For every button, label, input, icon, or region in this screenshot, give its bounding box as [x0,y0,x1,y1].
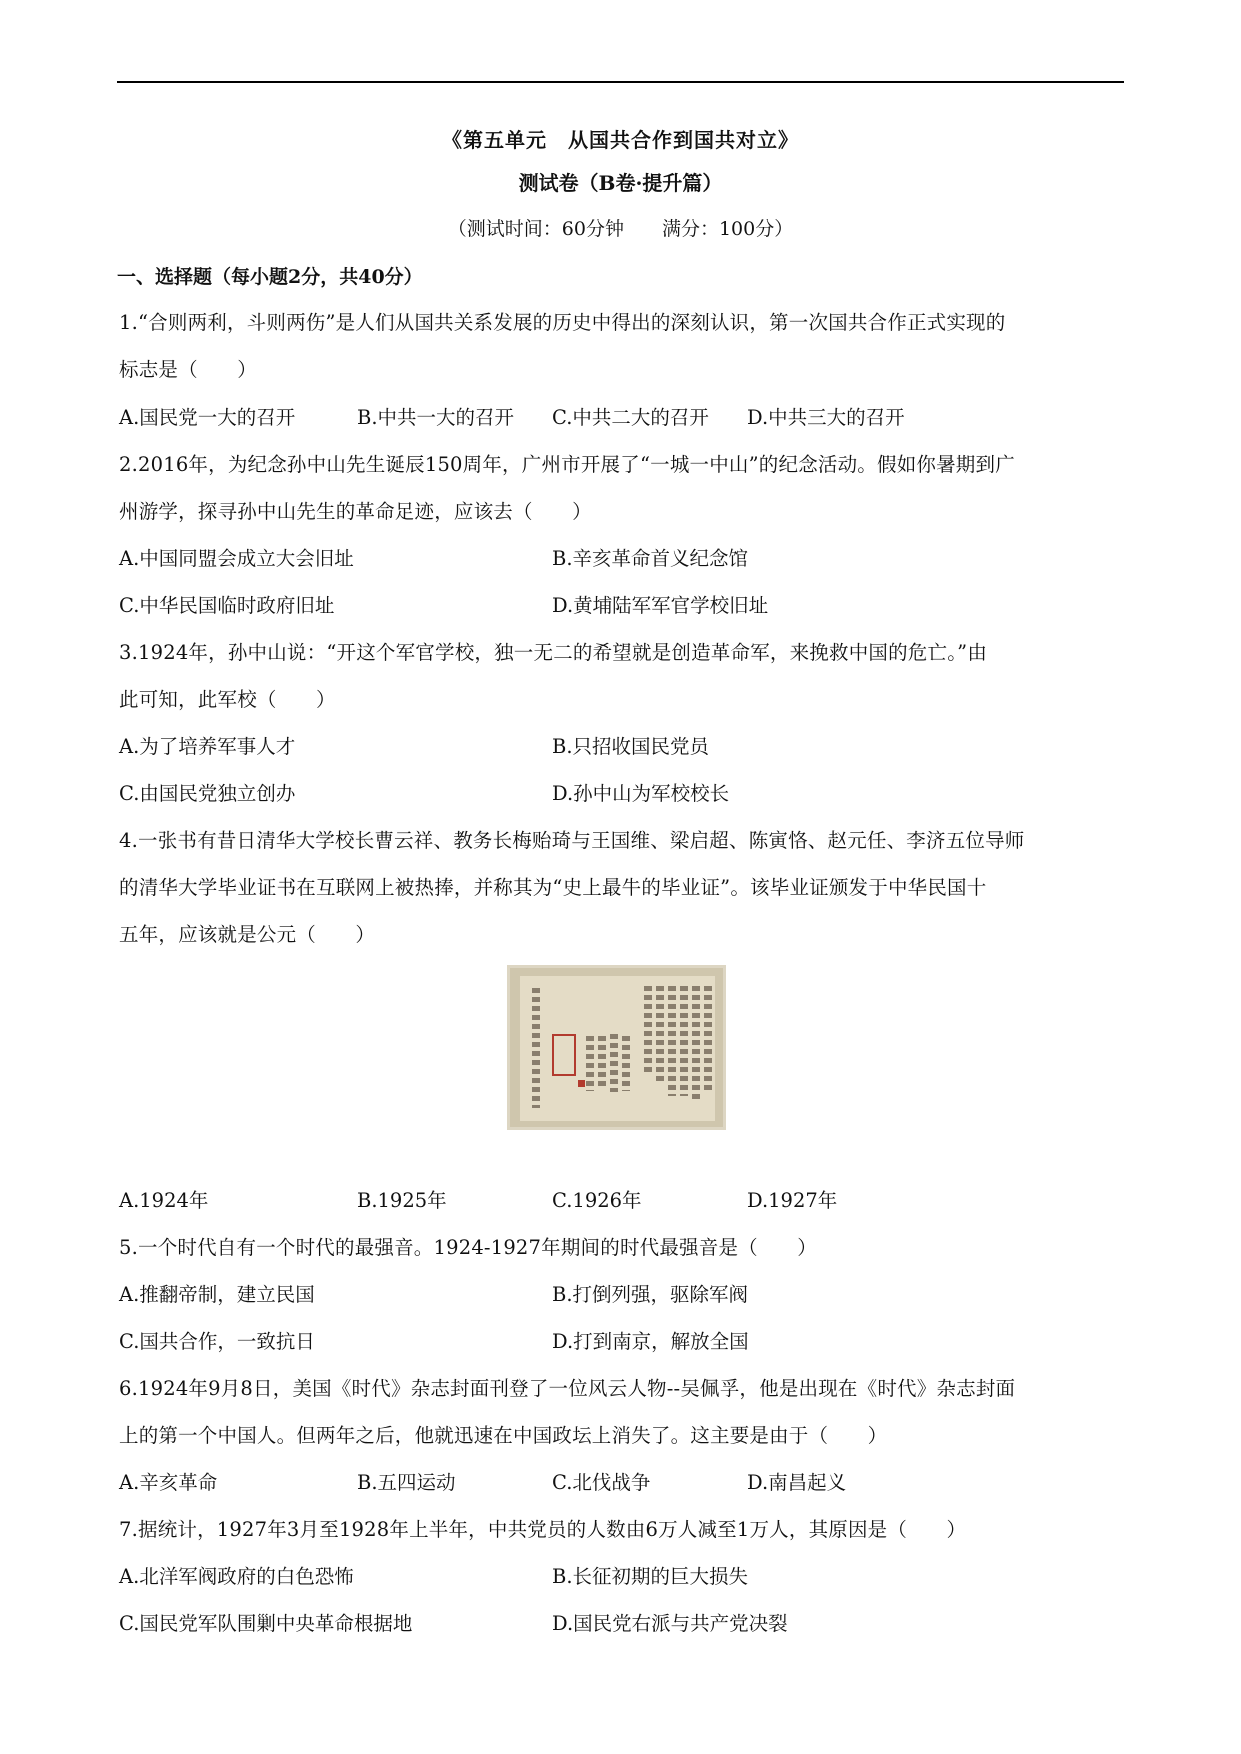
question-text: 5.一个时代自有一个时代的最强音。1924-1927年期间的时代最强音是（ ） [119,1236,817,1259]
red-seal [552,1034,576,1076]
top-rule [117,81,1124,83]
option-c[interactable]: C.中共二大的召开 [552,406,709,429]
question-text: 2.2016年，为纪念孙中山先生诞辰150周年，广州市开展了“一城一中山”的纪念活动。假如你暑期到广 [119,453,1015,476]
option-a[interactable]: A.为了培养军事人才 [119,735,296,758]
test-meta: （测试时间：60分钟 满分：100分） [447,218,794,240]
option-a[interactable]: A.中国同盟会成立大会旧址 [119,547,354,570]
question-text: 6.1924年9月8日，美国《时代》杂志封面刊登了一位风云人物--吴佩孚，他是出现在《时代》杂志封面 [119,1377,1016,1400]
question-text: 上的第一个中国人。但两年之后，他就迅速在中国政坛上消失了。这主要是由于（ ） [119,1424,888,1447]
option-c[interactable]: C.国民党军队围剿中央革命根据地 [119,1612,413,1635]
question-text: 州游学，探寻孙中山先生的革命足迹，应该去（ ） [119,500,592,523]
option-b[interactable]: B.只招收国民党员 [552,735,710,758]
question-text: 1.“合则两利，斗则两伤”是人们从国共关系发展的历史中得出的深刻认识，第一次国共合作正式实现的 [119,311,1006,334]
option-d[interactable]: D.中共三大的召开 [747,406,905,429]
document-subtitle: 测试卷（B卷·提升篇） [518,171,723,195]
option-a[interactable]: A.北洋军阀政府的白色恐怖 [119,1565,354,1588]
question-text: 标志是（ ） [119,358,257,381]
option-d[interactable]: D.打到南京，解放全国 [552,1330,749,1353]
option-c[interactable]: C.1926年 [552,1189,642,1212]
option-a[interactable]: A.推翻帝制，建立民国 [119,1283,315,1306]
option-b[interactable]: B.1925年 [357,1189,447,1212]
question-text: 的清华大学毕业证书在互联网上被热捧，并称其为“史上最牛的毕业证”。该毕业证颁发于中华民国十 [119,876,987,899]
option-a[interactable]: A.辛亥革命 [119,1471,218,1494]
option-b[interactable]: B.辛亥革命首义纪念馆 [552,547,749,570]
section-heading: 一、选择题（每小题2分，共40分） [117,266,423,288]
option-c[interactable]: C.北伐战争 [552,1471,651,1494]
option-b[interactable]: B.五四运动 [357,1471,456,1494]
option-d[interactable]: D.黄埔陆军军官学校旧址 [552,594,769,617]
option-c[interactable]: C.国共合作，一致抗日 [119,1330,315,1353]
question-text: 4.一张书有昔日清华大学校长曹云祥、教务长梅贻琦与王国维、梁启超、陈寅恪、赵元任、李济五位导师 [119,829,1025,852]
diploma-photo [507,965,726,1130]
question-text: 此可知，此军校（ ） [119,688,336,711]
question-text: 五年，应该就是公元（ ） [119,923,376,946]
option-a[interactable]: A.1924年 [119,1189,209,1212]
option-b[interactable]: B.打倒列强，驱除军阀 [552,1283,749,1306]
option-d[interactable]: D.国民党右派与共产党决裂 [552,1612,788,1635]
question-text: 7.据统计，1927年3月至1928年上半年，中共党员的人数由6万人减至1万人，其原因是（ ） [119,1518,967,1541]
option-a[interactable]: A.国民党一大的召开 [119,406,296,429]
option-c[interactable]: C.中华民国临时政府旧址 [119,594,335,617]
option-d[interactable]: D.南昌起义 [747,1471,847,1494]
question-text: 3.1924年，孙中山说：“开这个军官学校，独一无二的希望就是创造革命军，来挽救中国的危亡。”由 [119,641,988,664]
option-b[interactable]: B.中共一大的召开 [357,406,515,429]
option-b[interactable]: B.长征初期的巨大损失 [552,1565,749,1588]
option-c[interactable]: C.由国民党独立创办 [119,782,296,805]
option-d[interactable]: D.1927年 [747,1189,838,1212]
document-title: 《第五单元 从国共合作到国共对立》 [442,128,799,152]
option-d[interactable]: D.孙中山为军校校长 [552,782,730,805]
